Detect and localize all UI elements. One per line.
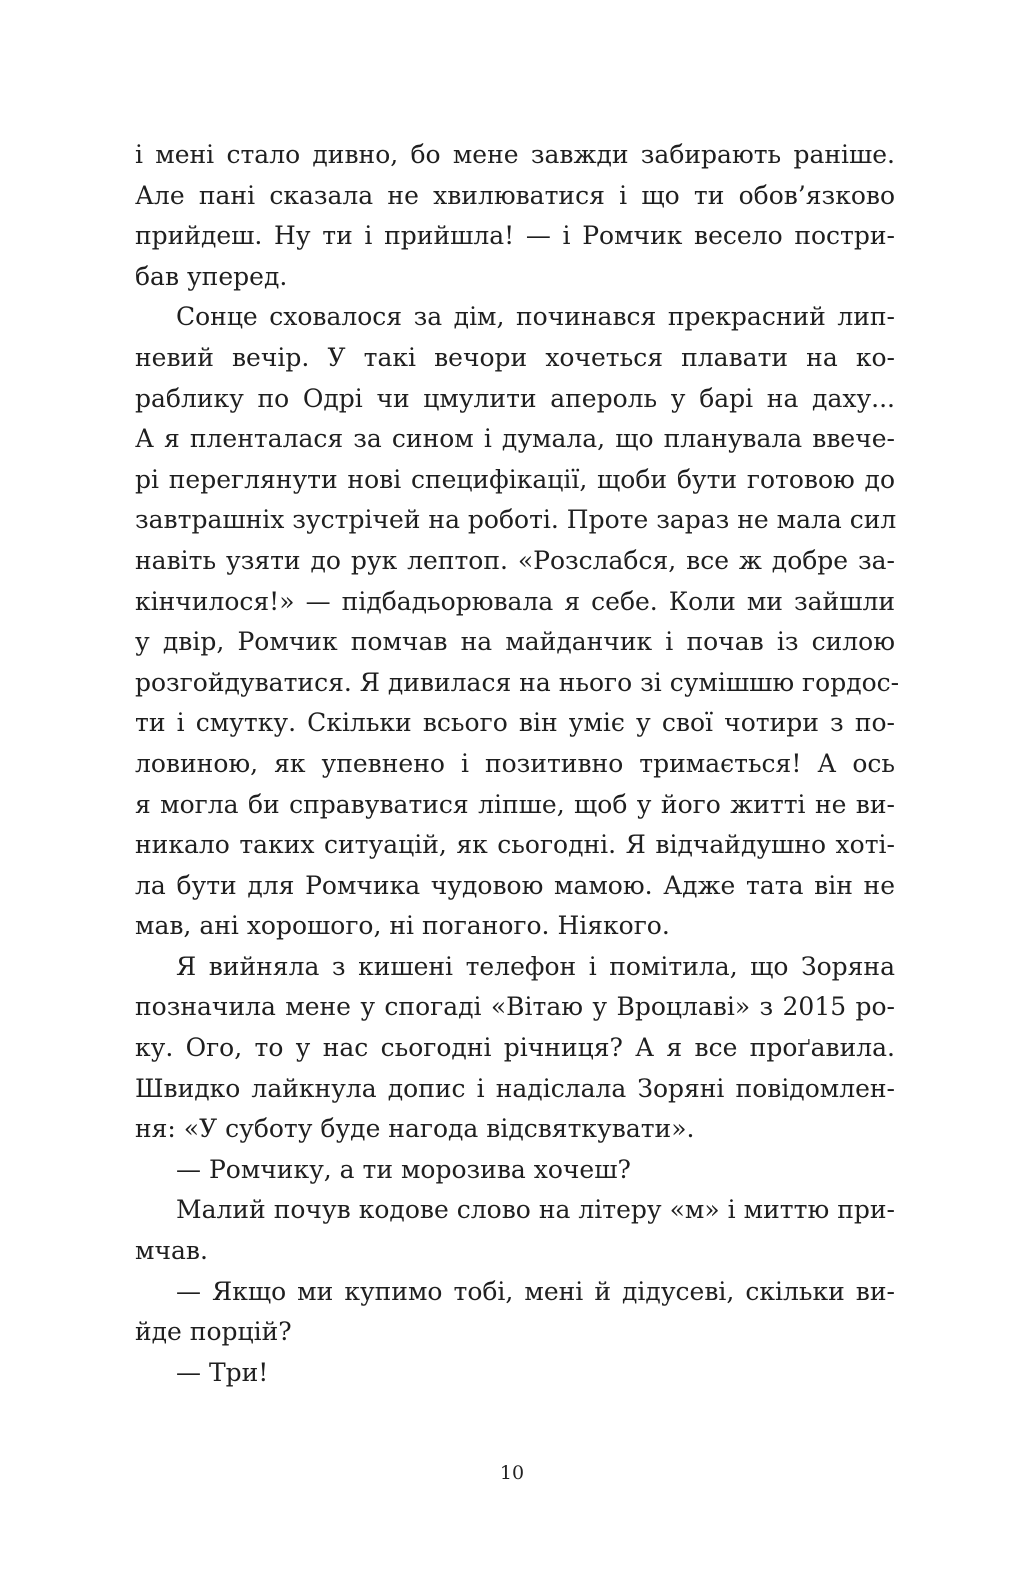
text-line: я могла би справуватися ліпше, щоб у його житті не ви- xyxy=(135,789,895,819)
text-line: Швидко лайкнула допис і надіслала Зоряні повідомлен- xyxy=(135,1073,895,1103)
text-line: і мені стало дивно, бо мене завжди забирають раніше. xyxy=(135,140,895,169)
text-line: ку. Ого, то у нас сьогодні річниця? А я все проґавила. xyxy=(135,1033,895,1063)
text-line: прийдеш. Ну ти і прийшла! — і Ромчик весело постри- xyxy=(135,221,895,251)
text-line: — Якщо ми купимо тобі, мені й дідусеві, скільки ви- xyxy=(176,1276,895,1306)
text-line: кінчилося!» — підбадьорювала я себе. Коли ми зайшли xyxy=(135,586,895,616)
text-line: невий вечір. У такі вечори хочеться плавати на ко- xyxy=(135,342,895,372)
text-line: ти і смутку. Скільки всього він уміє у свої чотири з по- xyxy=(135,708,895,738)
text-line: — Ромчику, а ти морозива хочеш? xyxy=(176,1154,631,1184)
text-line: рі переглянути нові специфікації, щоби бути готовою до xyxy=(135,464,895,494)
text-line: завтрашніх зустрічей на роботі. Проте зараз не мала сил xyxy=(135,505,897,535)
text-line: розгойдуватися. Я дивилася на нього зі сумішшю гордос- xyxy=(135,667,900,697)
text-line: А я пленталася за сином і думала, що планувала ввече- xyxy=(135,424,895,454)
text-line: мав, ані хорошого, ні поганого. Ніякого. xyxy=(135,911,670,941)
body-text xyxy=(135,135,900,1393)
text-line: — Три! xyxy=(176,1357,269,1387)
text-line: Але пані сказала не хвилюватися і що ти обов’язково xyxy=(135,180,895,210)
text-line: ла бути для Ромчика чудовою мамою. Адже тата він не xyxy=(135,870,895,900)
text-line: бав уперед. xyxy=(135,261,288,291)
text-line: мчав. xyxy=(135,1236,208,1266)
text-line: Малий почув кодове слово на літеру «м» і миттю при- xyxy=(176,1195,895,1225)
text-line: раблику по Одрі чи цмулити апероль у барі на даху... xyxy=(135,383,895,413)
text-line: ня: «У суботу буде нагода відсвяткувати». xyxy=(135,1114,695,1144)
text-line: у двір, Ромчик помчав на майданчик і почав із силою xyxy=(135,627,895,657)
text-line: Я вийняла з кишені телефон і помітила, що Зоряна xyxy=(176,951,895,981)
text-line: ловиною, як упевнено і позитивно тримається! А ось xyxy=(135,748,895,778)
text-line: йде порцій? xyxy=(135,1317,292,1347)
page-number: 10 xyxy=(499,1462,525,1484)
text-line: позначила мене у спогаді «Вітаю у Вроцлаві» з 2015 ро- xyxy=(135,992,895,1022)
text-line: навіть узяти до рук лептоп. «Розслабся, все ж добре за- xyxy=(135,545,895,575)
text-line: Сонце сховалося за дім, починався прекрасний лип- xyxy=(176,302,895,332)
text-line: никало таких ситуацій, як сьогодні. Я відчайдушно хоті- xyxy=(135,830,895,860)
